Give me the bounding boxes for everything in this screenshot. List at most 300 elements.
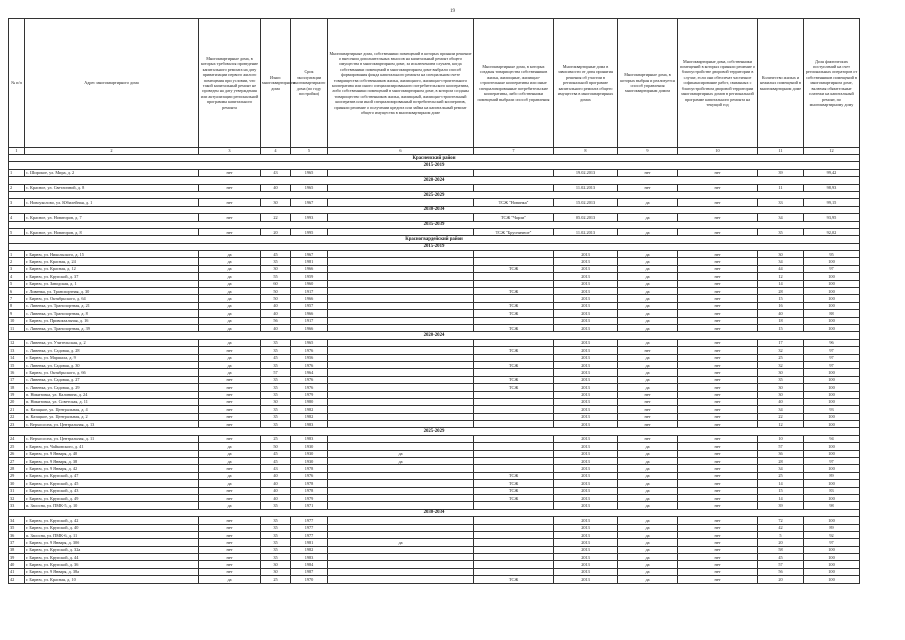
table-cell: 40 (261, 310, 291, 317)
table-cell: 40 (261, 480, 291, 487)
table-cell: 30 (261, 561, 291, 568)
table-cell: 100 (804, 317, 860, 324)
table-cell: 30 (261, 199, 291, 206)
table-cell: 1983 (291, 421, 328, 428)
table-cell: 40 (261, 472, 291, 479)
table-cell: да (199, 339, 261, 346)
table-cell (328, 317, 474, 324)
table-cell: 20 (758, 576, 804, 583)
table-cell: 1982 (291, 406, 328, 413)
table-cell: 2013 (554, 398, 618, 405)
table-cell: г. Бирюч, ул. 9 Января, д. 38а (25, 568, 199, 575)
table-cell (474, 517, 554, 524)
table-cell: 16 (758, 302, 804, 309)
table-cell: да (328, 458, 474, 465)
table-cell: 45 (261, 251, 291, 258)
table-cell: 34 (9, 517, 25, 524)
table-cell: нет (678, 295, 758, 302)
table-cell (328, 184, 474, 191)
table-cell: нет (199, 413, 261, 420)
table-cell: нет (678, 258, 758, 265)
table-cell: нет (618, 421, 678, 428)
table-cell: 14 (758, 280, 804, 287)
table-cell: нет (199, 554, 261, 561)
table-cell: 1976 (291, 347, 328, 354)
table-cell: с. Ливенка, ул. Садовая, д. 27 (25, 376, 199, 383)
table-cell: 30 (758, 391, 804, 398)
table-cell: да (618, 517, 678, 524)
period-heading-row (9, 332, 860, 339)
table-cell: 13 (9, 347, 25, 354)
table-cell: нет (199, 199, 261, 206)
table-cell: 35 (9, 524, 25, 531)
table-cell: 100 (804, 302, 860, 309)
table-cell: 4 (9, 273, 25, 280)
period-label: 2030-2034 (9, 509, 860, 516)
table-cell: нет (678, 576, 758, 583)
table-cell: г. Бирюч, ул. Чайковского, д. 41 (25, 443, 199, 450)
table-cell (328, 472, 474, 479)
table-cell: с. Ливенка, ул. Учительская, д. 2 (25, 339, 199, 346)
table-cell: 1981 (291, 539, 328, 546)
table-cell: 1917 (291, 288, 328, 295)
table-cell (328, 561, 474, 568)
table-cell: нет (678, 450, 758, 457)
table-cell (474, 531, 554, 538)
table-cell: да (618, 531, 678, 538)
period-label: 2025-2029 (9, 428, 860, 435)
table-cell: нет (678, 184, 758, 191)
table-cell: 1917 (291, 317, 328, 324)
table-cell: 1966 (291, 265, 328, 272)
table-cell: 36 (758, 450, 804, 457)
table-cell: 35 (758, 376, 804, 383)
table-header (9, 19, 860, 148)
table-cell: да (199, 273, 261, 280)
table-cell: нет (678, 324, 758, 331)
table-cell: нет (618, 184, 678, 191)
table-cell (328, 494, 474, 501)
column-number: 12 (804, 148, 860, 155)
table-cell: 1993 (291, 214, 328, 221)
table-row (9, 310, 860, 317)
table-cell: 39 (758, 169, 804, 176)
table-cell: 92 (804, 531, 860, 538)
table-cell: с. Ливенка, ул. Садовая, д. 29 (25, 384, 199, 391)
table-cell: 28 (9, 465, 25, 472)
table-cell: 2013 (554, 450, 618, 457)
table-cell: 2013 (554, 561, 618, 568)
table-cell: 2013 (554, 280, 618, 287)
table-cell: г. Бирюч, ул. Заводская, д. 1 (25, 280, 199, 287)
table-cell: 1930 (291, 443, 328, 450)
table-cell: 42 (9, 576, 25, 583)
table-row (9, 361, 860, 368)
table-cell: да (199, 361, 261, 368)
table-cell: 1970 (291, 576, 328, 583)
table-cell: нет (678, 480, 758, 487)
table-cell: 100 (804, 443, 860, 450)
table-cell: 43 (261, 465, 291, 472)
table-cell: нет (678, 339, 758, 346)
table-cell: 35 (261, 502, 291, 509)
table-cell (328, 228, 474, 235)
table-cell: нет (678, 384, 758, 391)
table-cell: 2013 (554, 524, 618, 531)
column-header: Количество жилых и нежилых помещений в многоквартирном доме (758, 19, 804, 148)
table-cell: 1957 (291, 302, 328, 309)
table-cell: 18 (9, 384, 25, 391)
table-cell: 45 (261, 458, 291, 465)
table-cell: 10 (758, 435, 804, 442)
table-cell: с. Ливенка, ул. Транспортная, д. 8 (25, 310, 199, 317)
table-cell: 96 (804, 339, 860, 346)
table-cell: нет (678, 561, 758, 568)
table-cell (474, 458, 554, 465)
table-row (9, 251, 860, 258)
table-cell: г. Бирюч, ул. 9 Января, д. 42 (25, 465, 199, 472)
column-header: Многоквартирные дома, собственники помещений в которых приняли решение о благоустройстве дворовой территории в случае, если они обеспечат частичное софинансирование работ, связанных с благоустройством дворовой территории многоквартирных домов в региональной программе капитального ремонта на текущий год (678, 19, 758, 148)
column-header: № п/п (9, 19, 25, 148)
table-row (9, 421, 860, 428)
table-cell: нет (678, 369, 758, 376)
table-cell: 2013 (554, 324, 618, 331)
column-number: 3 (199, 148, 261, 155)
table-cell: 33 (9, 502, 25, 509)
table-cell: 100 (804, 398, 860, 405)
table-cell: 30 (758, 384, 804, 391)
table-cell: 2013 (554, 310, 618, 317)
table-cell: нет (678, 435, 758, 442)
table-cell: да (618, 443, 678, 450)
table-cell: 1966 (291, 295, 328, 302)
table-cell (474, 317, 554, 324)
table-cell: 99,42 (804, 169, 860, 176)
table-cell: да (618, 487, 678, 494)
table-cell: 35 (261, 517, 291, 524)
table-cell: 9 (9, 310, 25, 317)
table-cell (328, 339, 474, 346)
table-cell: 2013 (554, 502, 618, 509)
table-row (9, 199, 860, 206)
table-cell: да (199, 265, 261, 272)
table-cell: нет (678, 487, 758, 494)
table-cell: 30 (758, 251, 804, 258)
table-cell: 33 (758, 199, 804, 206)
table-cell: 2013 (554, 421, 618, 428)
table-row (9, 369, 860, 376)
table-cell: 14 (758, 480, 804, 487)
table-cell: 1979 (291, 494, 328, 501)
district-name: Красногвардейский район (9, 236, 860, 243)
table-cell: 15 (9, 361, 25, 368)
table-cell: 1983 (291, 554, 328, 561)
table-cell: нет (678, 354, 758, 361)
table-cell: 15 (758, 487, 804, 494)
table-cell: 83 (804, 487, 860, 494)
table-cell: нет (678, 288, 758, 295)
table-cell: г. Ливенка, ул. Транспортная, д. 30 (25, 288, 199, 295)
table-cell: 11.02.2013 (554, 184, 618, 191)
table-cell (328, 169, 474, 176)
table-cell: 1995 (291, 228, 328, 235)
table-row (9, 524, 860, 531)
table-cell: нет (678, 280, 758, 287)
table-cell: 35 (261, 361, 291, 368)
table-cell: с. Красное, ул. Новаторов, д. 7 (25, 214, 199, 221)
table-cell: нет (678, 421, 758, 428)
table-row (9, 398, 860, 405)
table-cell: 34 (758, 258, 804, 265)
table-cell: с. Верхососна, ул. Центральная, д. 13 (25, 421, 199, 428)
table-cell: г. Бирюч, ул. Крупской, д. 47 (25, 472, 199, 479)
table-cell: 98 (804, 502, 860, 509)
table-cell: 50 (261, 295, 291, 302)
table-cell: да (618, 465, 678, 472)
table-cell (474, 561, 554, 568)
period-label: 2030-2034 (9, 206, 860, 213)
table-cell: да (618, 280, 678, 287)
table-cell (328, 310, 474, 317)
table-cell: 22 (261, 214, 291, 221)
table-cell: нет (199, 398, 261, 405)
table-cell: 17 (9, 376, 25, 383)
table-cell: нет (199, 184, 261, 191)
table-cell (474, 421, 554, 428)
period-heading-row (9, 206, 860, 213)
column-header: Многоквартирные дома, в которых выбран и реализуется способ управления многоквартирным домом (618, 19, 678, 148)
table-cell: нет (199, 517, 261, 524)
table-cell: 17 (758, 339, 804, 346)
table-cell: 2 (9, 184, 25, 191)
table-cell: 1959 (291, 273, 328, 280)
table-cell: да (199, 576, 261, 583)
table-cell (328, 398, 474, 405)
table-cell: 40 (261, 302, 291, 309)
district-name: Красненский район (9, 155, 860, 162)
table-cell: 88 (804, 310, 860, 317)
table-cell: 25 (758, 472, 804, 479)
table-cell: да (618, 339, 678, 346)
table-cell: 14 (9, 354, 25, 361)
table-cell: 89 (804, 472, 860, 479)
table-row (9, 480, 860, 487)
table-cell: 100 (804, 324, 860, 331)
table-cell: да (618, 258, 678, 265)
table-cell: 3 (9, 199, 25, 206)
table-cell: 15 (758, 324, 804, 331)
table-cell (328, 376, 474, 383)
table-cell: 2013 (554, 435, 618, 442)
table-cell: 32 (9, 494, 25, 501)
table-cell: 24 (9, 435, 25, 442)
table-cell: нет (199, 228, 261, 235)
table-cell: 2013 (554, 391, 618, 398)
table-cell: нет (678, 458, 758, 465)
period-label: 2015-2019 (9, 162, 860, 169)
table-cell: да (199, 502, 261, 509)
table-cell: нет (199, 546, 261, 553)
table-cell: 40 (261, 324, 291, 331)
table-cell (328, 354, 474, 361)
table-cell: 97 (804, 458, 860, 465)
district-heading-row (9, 236, 860, 243)
table-cell: 1966 (291, 324, 328, 331)
table-cell: 23 (9, 421, 25, 428)
table-cell: 100 (804, 391, 860, 398)
table-cell (474, 339, 554, 346)
table-cell (474, 568, 554, 575)
table-cell: нет (678, 251, 758, 258)
period-heading-row (9, 162, 860, 169)
table-cell: 100 (804, 546, 860, 553)
table-cell: 11 (758, 184, 804, 191)
table-cell: 2013 (554, 258, 618, 265)
table-cell: нет (618, 169, 678, 176)
table-cell: 16 (9, 369, 25, 376)
table-cell (328, 258, 474, 265)
table-cell: 100 (804, 465, 860, 472)
table-cell: нет (199, 421, 261, 428)
table-cell: 1977 (291, 524, 328, 531)
table-cell (328, 406, 474, 413)
table-cell: 2013 (554, 406, 618, 413)
table-cell: 92,02 (804, 228, 860, 235)
table-cell (474, 450, 554, 457)
column-number-row (9, 148, 860, 155)
table-cell: 1964 (291, 369, 328, 376)
table-cell: с. Верхососна, ул. Центральная, д. 11 (25, 435, 199, 442)
column-number: 7 (474, 148, 554, 155)
table-cell: 2013 (554, 554, 618, 561)
table-row (9, 302, 860, 309)
table-cell: 2013 (554, 302, 618, 309)
column-number: 6 (328, 148, 474, 155)
table-cell: да (618, 361, 678, 368)
table-cell: г. Бирюч, ул. Привокзальная, д. 16 (25, 317, 199, 324)
table-cell (474, 435, 554, 442)
table-cell: 19.02.2013 (554, 169, 618, 176)
table-cell: 93,95 (804, 214, 860, 221)
period-heading-row (9, 177, 860, 184)
table-cell (328, 546, 474, 553)
table-cell: да (618, 546, 678, 553)
table-cell: 57 (758, 443, 804, 450)
table-cell (474, 554, 554, 561)
table-cell: 2013 (554, 361, 618, 368)
table-cell: с. Красное, ул. Новаторов, д. 8 (25, 228, 199, 235)
table-cell: 97 (804, 539, 860, 546)
table-cell: г. Бирюч, ул. Никольского, д. 15 (25, 251, 199, 258)
table-cell: 56 (261, 317, 291, 324)
table-cell: 22 (758, 413, 804, 420)
table-cell: 1976 (291, 472, 328, 479)
table-row (9, 517, 860, 524)
table-cell (328, 554, 474, 561)
table-cell: 97 (804, 354, 860, 361)
table-row (9, 568, 860, 575)
table-row (9, 184, 860, 191)
table-cell: 97 (804, 361, 860, 368)
table-cell: 35 (261, 339, 291, 346)
table-cell (328, 502, 474, 509)
table-cell: нет (199, 214, 261, 221)
table-cell: 97 (804, 347, 860, 354)
table-cell (328, 421, 474, 428)
table-cell: да (328, 539, 474, 546)
table-cell: 57 (261, 369, 291, 376)
table-cell: да (618, 317, 678, 324)
page-number: 19 (450, 9, 455, 14)
table-row (9, 339, 860, 346)
table-cell (328, 302, 474, 309)
table-cell: п. Засосна, ул. ПМК-5, д. 10 (25, 502, 199, 509)
table-row (9, 228, 860, 235)
table-row (9, 214, 860, 221)
table-cell: нет (678, 228, 758, 235)
table-cell: нет (678, 406, 758, 413)
table-cell: ТСЖ (474, 494, 554, 501)
table-cell: 31 (9, 487, 25, 494)
table-cell: нет (199, 169, 261, 176)
table-cell: 2013 (554, 576, 618, 583)
table-cell: 1982 (291, 413, 328, 420)
table-cell: ТСЖ (474, 576, 554, 583)
table-cell (328, 273, 474, 280)
table-cell: 5 (9, 280, 25, 287)
table-cell: 100 (804, 576, 860, 583)
table-cell: 40 (758, 398, 804, 405)
table-cell: 37 (9, 539, 25, 546)
table-cell: нет (618, 391, 678, 398)
column-header: Срок эксплуатации многоквартирного дома (по году постройки) (291, 19, 328, 148)
table-cell: 28 (758, 288, 804, 295)
table-cell: 100 (804, 450, 860, 457)
table-cell: 2013 (554, 413, 618, 420)
table-cell: 2013 (554, 539, 618, 546)
table-cell: г. Бирюч, ул. Крупской, д. 36 (25, 561, 199, 568)
column-header: Многоквартирные дома, собственники помещений в которых приняли решение о внесении дополнительных взносов на капитальный ремонт общего имущества в многоквартирном доме, за исключением случаев, когда собственники помещений в многоквартирном доме выбрали способ формирования фонда капитального ремонта на специальном счете товарищества собственников жилья, жилищного, жилищно-строительного кооператива или иного специализированного потребительского кооператива, либо собственники помещений в многоквартирном доме, в котором созданы товарищество собственников жилья, жилищный, жилищно-строительный кооператив или иной специализированный потребительский кооператив, приняли решение о получении кредита или займа на капитальный ремонт общего имущества в многоквартирном доме (328, 19, 474, 148)
table-cell: ТСЖ "Новинка" (474, 199, 554, 206)
table-cell: 2013 (554, 369, 618, 376)
table-cell: да (199, 324, 261, 331)
table-cell: нет (618, 435, 678, 442)
table-cell (474, 258, 554, 265)
table-cell: да (199, 295, 261, 302)
table-cell (328, 288, 474, 295)
table-cell: 1978 (291, 480, 328, 487)
table-cell: 1977 (291, 531, 328, 538)
table-cell: да (328, 450, 474, 457)
table-cell: 1 (9, 251, 25, 258)
table-cell: 2013 (554, 384, 618, 391)
table-cell (328, 324, 474, 331)
table-cell (474, 169, 554, 176)
table-cell: да (618, 502, 678, 509)
table-cell: ТСЖ (474, 347, 554, 354)
table-cell: 1976 (291, 376, 328, 383)
table-cell: г. Бирюч, ул. Крупской, д. 40 (25, 524, 199, 531)
table-cell: нет (199, 435, 261, 442)
table-cell: да (618, 265, 678, 272)
table-cell: да (199, 369, 261, 376)
table-cell (474, 546, 554, 553)
table-cell: г. Бирюч, ул. Красная, д. 12 (25, 265, 199, 272)
table-cell: 21 (9, 406, 25, 413)
table-row (9, 354, 860, 361)
table-cell: нет (199, 561, 261, 568)
table-cell (474, 398, 554, 405)
